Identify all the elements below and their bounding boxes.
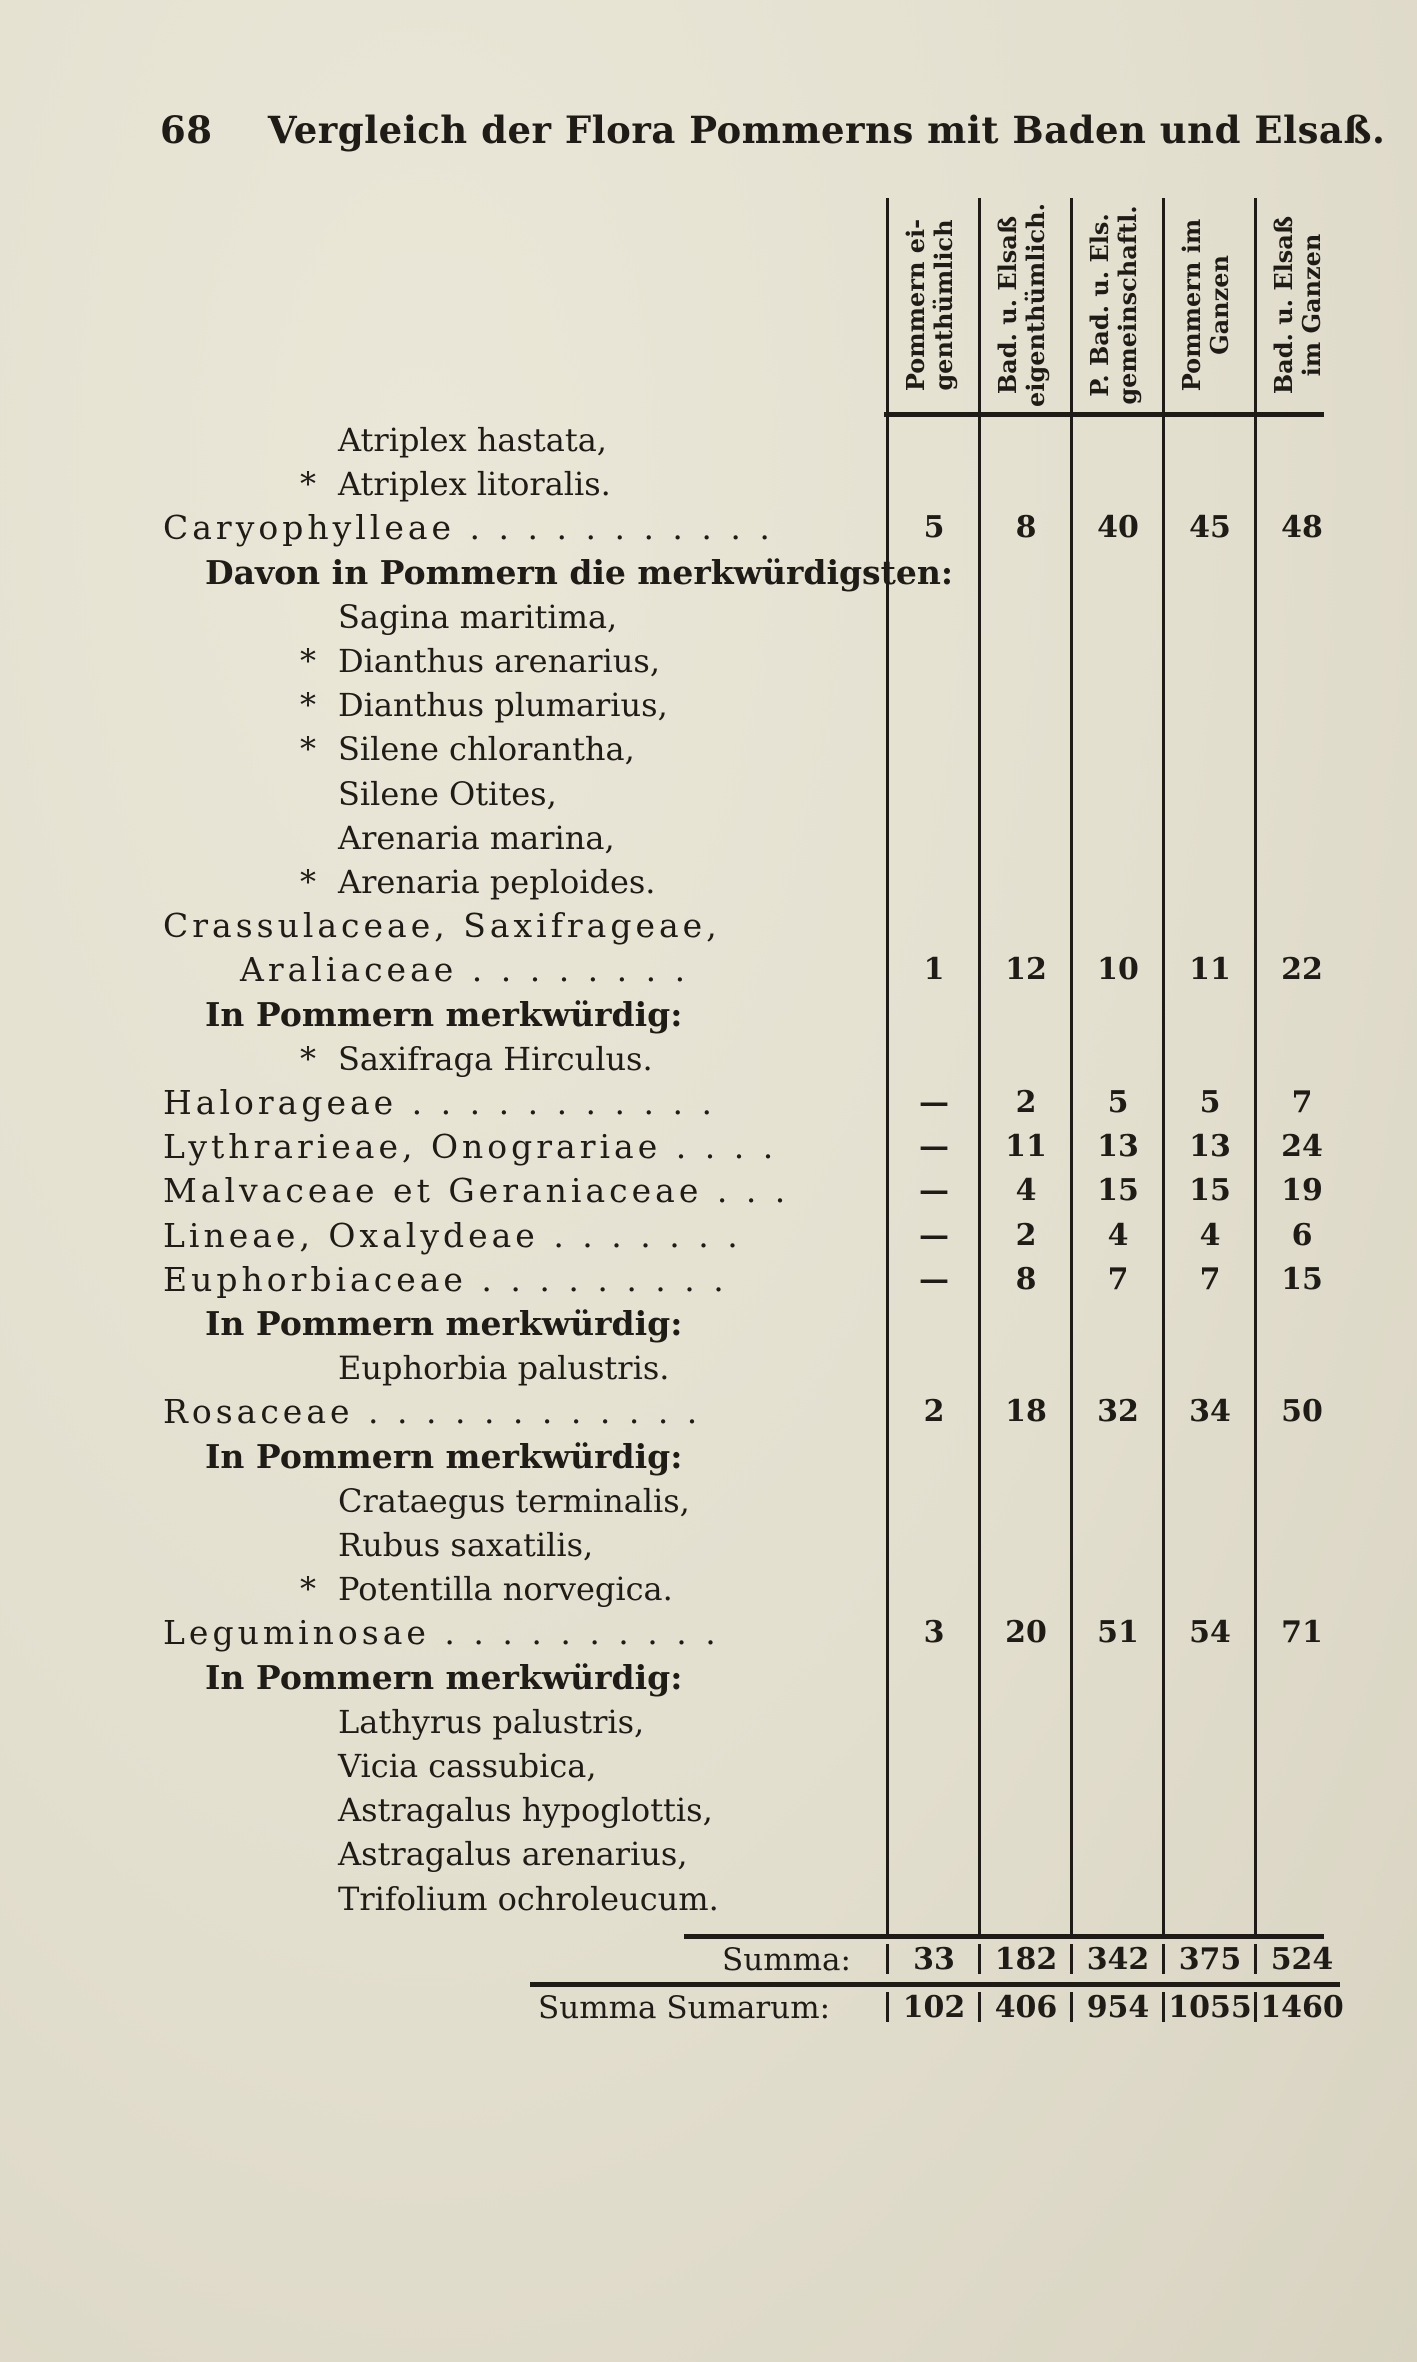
column-divider	[1254, 198, 1257, 1938]
summa-sumarum-cell: 406	[994, 1990, 1058, 2025]
family-name: Araliaceae . . . . . . . .	[240, 950, 690, 990]
table-cell: 13	[1189, 1129, 1231, 1165]
table-cell: 6	[1291, 1217, 1313, 1253]
summa-sumarum-cell: 1460	[1260, 1990, 1344, 2025]
summa-cell: 524	[1270, 1942, 1334, 1977]
summa-divider	[1070, 1944, 1073, 1974]
species-name: Potentilla norvegica.	[338, 1570, 673, 1609]
column-divider	[1162, 198, 1165, 1938]
table-cell: 54	[1189, 1615, 1231, 1651]
table-cell: 15	[1281, 1261, 1323, 1297]
summa-sumarum-cell: 102	[902, 1990, 966, 2025]
table-cell: 4	[1015, 1173, 1037, 1209]
table-cell: —	[919, 1173, 949, 1209]
species-name: Lathyrus palustris,	[338, 1702, 645, 1741]
table-cell: 8	[1015, 510, 1037, 546]
species-name: Arenaria peploides.	[338, 863, 656, 901]
species-star: *	[300, 730, 316, 769]
column-header-label: Bad. u. Elsaß eigenthümlich.	[993, 203, 1050, 407]
table-cell: 5	[1199, 1085, 1221, 1120]
table-cell: 4	[1107, 1217, 1129, 1253]
page-number: 68	[160, 108, 213, 152]
section-note: In Pommern merkwürdig:	[205, 1436, 683, 1476]
column-header-3	[1072, 198, 1156, 412]
family-name: Caryophylleae . . . . . . . . . . .	[163, 508, 774, 548]
section-note: Davon in Pommern die merkwürdigsten:	[205, 552, 954, 592]
summa-sumarum-divider	[978, 1992, 981, 2022]
summa-rule	[684, 1934, 1324, 1939]
summa-cell: 375	[1178, 1942, 1242, 1977]
table-cell: 13	[1097, 1129, 1139, 1165]
table-cell: 50	[1281, 1394, 1323, 1430]
summa-sumarum-label: Summa Sumarum:	[538, 1990, 831, 2026]
table-cell: 51	[1097, 1615, 1139, 1651]
column-divider	[978, 198, 981, 1938]
table-cell: 11	[1005, 1129, 1047, 1165]
summa-sumarum-cell: 954	[1086, 1990, 1150, 2025]
species-name: Silene chlorantha,	[338, 730, 635, 769]
section-note: In Pommern merkwürdig:	[205, 1304, 683, 1343]
summa-sumarum-rule	[530, 1982, 1340, 1987]
species-name: Euphorbia palustris.	[338, 1349, 670, 1388]
table-cell: —	[919, 1129, 949, 1165]
species-name: Atriplex hastata,	[338, 421, 607, 459]
column-header-label: Pommern im Ganzen	[1177, 218, 1234, 392]
column-header-5	[1256, 198, 1340, 412]
table-cell: 15	[1097, 1173, 1139, 1209]
species-star: *	[300, 1570, 316, 1609]
family-name: Halorageae . . . . . . . . . . .	[163, 1083, 716, 1122]
table-cell: 3	[923, 1615, 945, 1651]
section-note: In Pommern merkwürdig:	[205, 994, 683, 1034]
family-name: Rosaceae . . . . . . . . . . . .	[163, 1392, 702, 1432]
column-header-label: Bad. u. Elsaß im Ganzen	[1269, 215, 1326, 395]
table-cell: 8	[1015, 1261, 1037, 1297]
table-cell: 71	[1281, 1615, 1323, 1651]
species-star: *	[300, 642, 316, 680]
summa-sumarum-divider	[1254, 1992, 1257, 2022]
summa-sumarum-cell: 1055	[1168, 1990, 1252, 2025]
table-cell: 32	[1097, 1394, 1139, 1430]
page-header	[160, 108, 1385, 152]
species-name: Astragalus hypoglottis,	[338, 1791, 713, 1830]
species-name: Saxifraga Hirculus.	[338, 1039, 653, 1078]
table-cell: —	[919, 1217, 949, 1253]
summa-divider	[886, 1944, 889, 1974]
table-cell: 2	[1015, 1217, 1037, 1253]
summa-cell: 182	[994, 1942, 1058, 1977]
header-rule	[884, 412, 1324, 417]
species-name: Crataegus terminalis,	[338, 1481, 690, 1520]
family-name: Euphorbiaceae . . . . . . . . .	[163, 1259, 728, 1299]
species-star: *	[300, 465, 316, 504]
summa-label: Summa:	[722, 1942, 851, 1978]
table-cell: 4	[1199, 1217, 1221, 1253]
table-cell: 2	[1015, 1085, 1037, 1120]
species-name: Dianthus arenarius,	[338, 642, 660, 680]
table-cell: 15	[1189, 1173, 1231, 1209]
summa-divider	[1254, 1944, 1257, 1974]
species-star: *	[300, 1039, 316, 1078]
summa-sumarum-divider	[886, 1992, 889, 2022]
species-name: Trifolium ochroleucum.	[338, 1879, 719, 1918]
species-name: Silene Otites,	[338, 774, 557, 813]
table-cell: 7	[1291, 1085, 1313, 1120]
table-cell: 22	[1281, 952, 1323, 988]
species-name: Atriplex litoralis.	[338, 465, 611, 504]
column-header-4	[1164, 198, 1248, 412]
table-cell: 5	[1107, 1085, 1129, 1120]
summa-sumarum-divider	[1162, 1992, 1165, 2022]
table-cell: 45	[1189, 510, 1231, 546]
species-name: Sagina maritima,	[338, 597, 618, 636]
column-header-label: P. Bad. u. Els. gemeinschaftl.	[1085, 205, 1142, 405]
table-cell: 1	[923, 952, 945, 988]
table-cell: 2	[923, 1394, 945, 1430]
table-cell: 20	[1005, 1615, 1047, 1651]
species-name: Dianthus plumarius,	[338, 686, 668, 725]
family-name: Lythrarieae, Onograriae . . . .	[163, 1127, 778, 1167]
summa-cell: 33	[913, 1942, 955, 1977]
table-cell: —	[919, 1261, 949, 1297]
table-cell: 34	[1189, 1394, 1231, 1430]
summa-divider	[1162, 1944, 1165, 1974]
species-name: Vicia cassubica,	[338, 1747, 597, 1785]
table-cell: 40	[1097, 510, 1139, 546]
column-header-2	[980, 198, 1064, 412]
table-cell: —	[919, 1085, 949, 1120]
species-name: Rubus saxatilis,	[338, 1526, 594, 1564]
family-name: Malvaceae et Geraniaceae . . .	[163, 1171, 790, 1211]
section-note: In Pommern merkwürdig:	[205, 1657, 683, 1697]
column-header-label: Pommern ei-genthümlich	[901, 218, 958, 392]
family-name: Leguminosae . . . . . . . . . .	[163, 1613, 720, 1653]
species-name: Astragalus arenarius,	[338, 1835, 688, 1874]
species-star: *	[300, 863, 316, 901]
species-star: *	[300, 686, 316, 725]
column-divider	[1070, 198, 1073, 1938]
table-cell: 5	[923, 510, 945, 546]
table-cell: 18	[1005, 1394, 1047, 1430]
summa-sumarum-divider	[1070, 1992, 1073, 2022]
family-name: Crassulaceae, Saxifrageae,	[163, 906, 721, 946]
table-cell: 10	[1097, 952, 1139, 988]
table-cell: 48	[1281, 510, 1323, 546]
table-cell: 19	[1281, 1173, 1323, 1209]
running-title: Vergleich der Flora Pommerns mit Baden und Elsaß.	[267, 108, 1386, 152]
table-cell: 11	[1189, 952, 1231, 988]
table-cell: 7	[1199, 1261, 1221, 1297]
table-cell: 12	[1005, 952, 1047, 988]
family-name: Lineae, Oxalydeae . . . . . . .	[163, 1215, 742, 1255]
column-header-1	[888, 198, 972, 412]
summa-cell: 342	[1086, 1942, 1150, 1977]
species-name: Arenaria marina,	[338, 818, 615, 857]
table-cell: 7	[1107, 1261, 1129, 1297]
table-cell: 24	[1281, 1129, 1323, 1165]
column-divider	[886, 198, 889, 1938]
summa-divider	[978, 1944, 981, 1974]
